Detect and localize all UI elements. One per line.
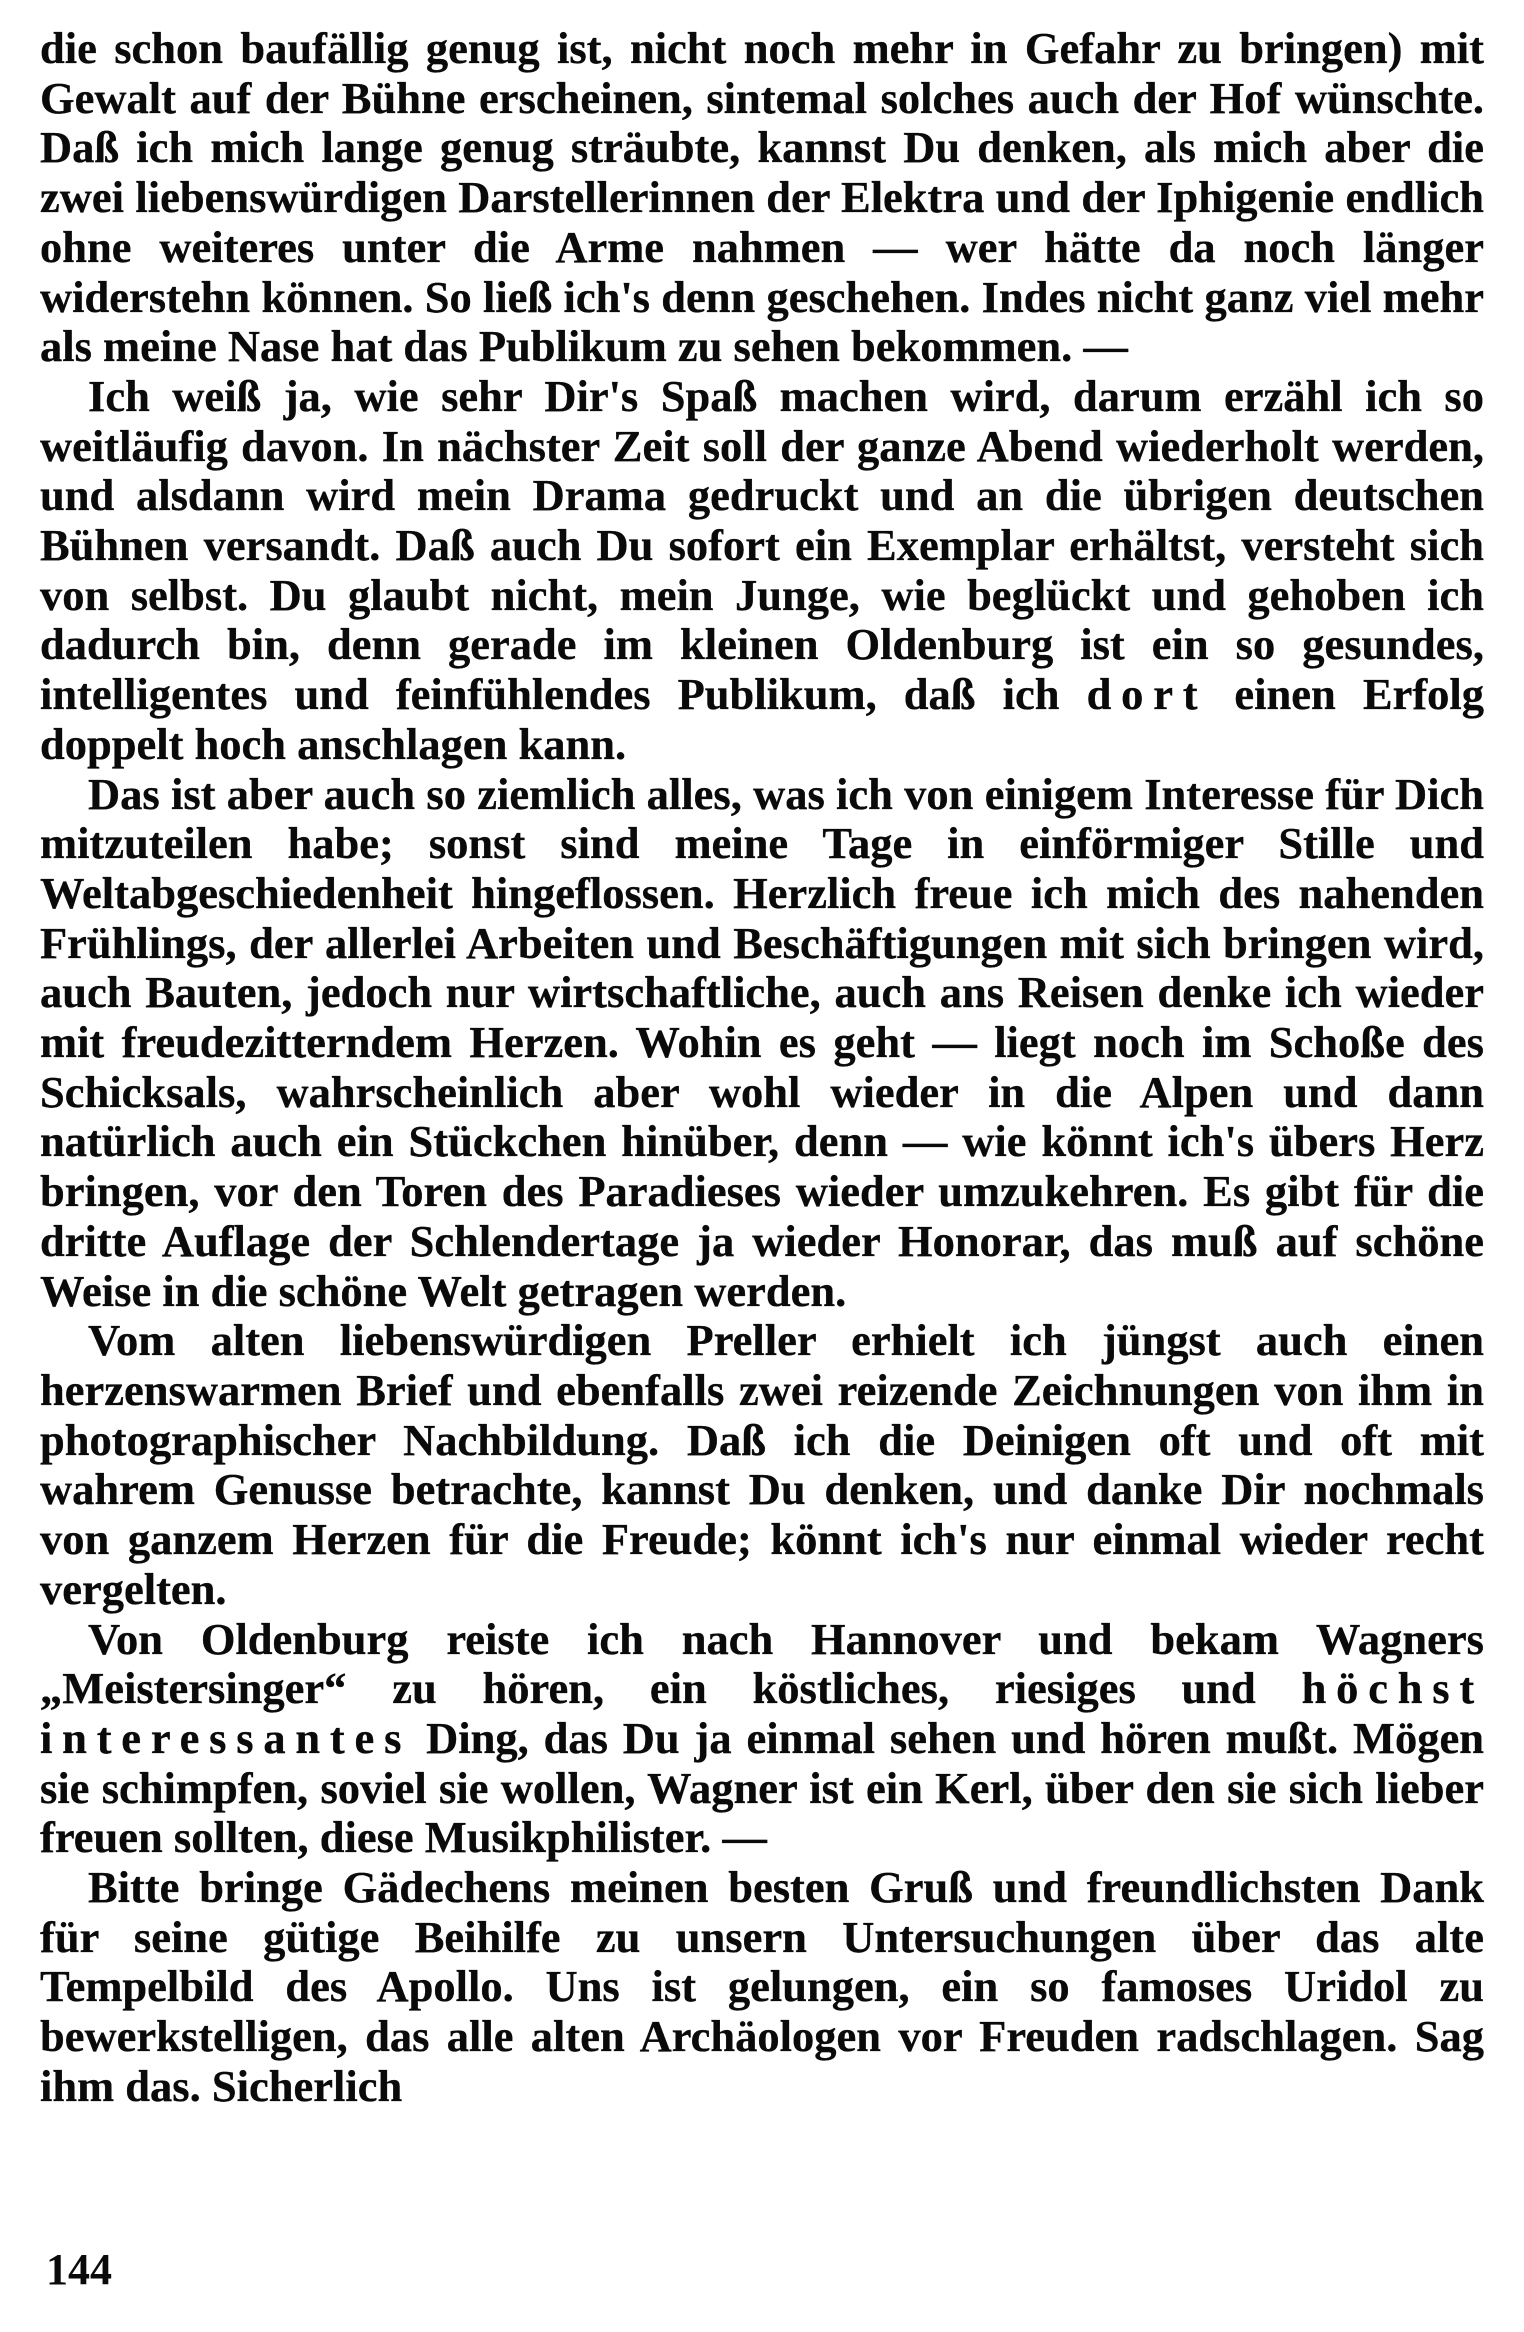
text-segment: Ich weiß ja, wie sehr Dir's Spaß machen wird, darum erzähl ich so weitläufig davon. In nächster Zeit soll der ganze Abend wiederholt werden, und alsdann wird mein Drama gedruckt und an die übrigen deutschen Bühnen versandt. Daß auch Du sofort ein Exemplar erhältst, versteht sich von selbst. Du glaubt nicht, mein Junge, wie beglückt und gehoben ich dadurch bin, denn gerade im kleinen Oldenburg ist ein so gesundes, intelligentes und feinfühlendes Publikum, daß ich [40, 370, 1484, 720]
emphasized-text: dort [1086, 669, 1208, 720]
text-segment: Das ist aber auch so ziemlich alles, was ich von einigem Interesse für Dich mitzuteilen habe; sonst sind meine Tage in einförmiger Stille und Weltabgeschiedenheit hingeflossen. Herzlich freue ich mich des nahenden Frühlings, der allerlei Arbeiten und Beschäftigungen mit sich bringen wird, auch Bauten, jedoch nur wirtschaftliche, auch ans Reisen denke ich wieder mit freudezitterndem Herzen. Wohin es geht — liegt noch im Schoße des Schicksals, wahrscheinlich aber wohl wieder in die Alpen und dann natürlich auch ein Stückchen hinüber, denn — wie könnt ich's übers Herz bringen, vor den Toren des Paradieses wieder umzukehren. Es gibt für die dritte Auflage der Schlendertage ja wieder Honorar, das muß auf schöne Weise in die schöne Welt getragen werden. [40, 768, 1484, 1316]
text-segment: Ding, das Du ja einmal sehen und hören mußt. Mögen sie schimpfen, soviel sie wollen, Wagner ist ein Kerl, über den sie sich lieber freuen sollten, diese Musikphilister. — [40, 1712, 1484, 1863]
paragraph [40, 24, 1484, 372]
text-segment: die schon baufällig genug ist, nicht noch mehr in Gefahr zu bringen) mit Gewalt auf der Bühne erscheinen, sintemal solches auch der Hof wünschte. Daß ich mich lange genug sträubte, kannst Du denken, als mich aber die zwei liebenswürdigen Darstellerinnen der Elektra und der Iphigenie endlich ohne weiteres unter die Arme nahmen — wer hätte da noch länger widerstehn können. So ließ ich's denn geschehen. Indes nicht ganz viel mehr als meine Nase hat das Publikum zu sehen bekommen. — [40, 23, 1484, 372]
body-text [40, 24, 1484, 2112]
text-segment: Von Oldenburg reiste ich nach Hannover und bekam Wagners „Meistersinger“ zu hören, ein köstliches, riesiges und [40, 1613, 1484, 1714]
text-segment: Vom alten liebenswürdigen Preller erhielt ich jüngst auch einen herzenswarmen Brief und ebenfalls zwei reizende Zeichnungen von ihm in photographischer Nachbildung. Daß ich die Deinigen oft und oft mit wahrem Genusse betrachte, kannst Du denken, und danke Dir nochmals von ganzem Herzen für die Freude; könnt ich's nur einmal wieder recht vergelten. [40, 1315, 1484, 1614]
text-segment: Bitte bringe Gädechens meinen besten Gruß und freundlichsten Dank für seine gütige Beihilfe zu unsern Untersuchungen über das alte Tempelbild des Apollo. Uns ist gelungen, ein so famoses Uridol zu bewerkstelligen, das alle alten Archäologen vor Freuden radschlagen. Sag ihm das. Sicherlich [40, 1862, 1484, 2111]
emphasized-text: höchst interessantes [40, 1663, 1484, 1763]
paragraph [40, 1615, 1484, 1864]
text-segment: einen Erfolg doppelt hoch anschlagen kann. [40, 669, 1485, 769]
page-number: 144 [46, 2245, 112, 2294]
paragraph [40, 1863, 1484, 2112]
paragraph [40, 1316, 1484, 1614]
paragraph [40, 770, 1484, 1317]
paragraph [40, 372, 1484, 770]
